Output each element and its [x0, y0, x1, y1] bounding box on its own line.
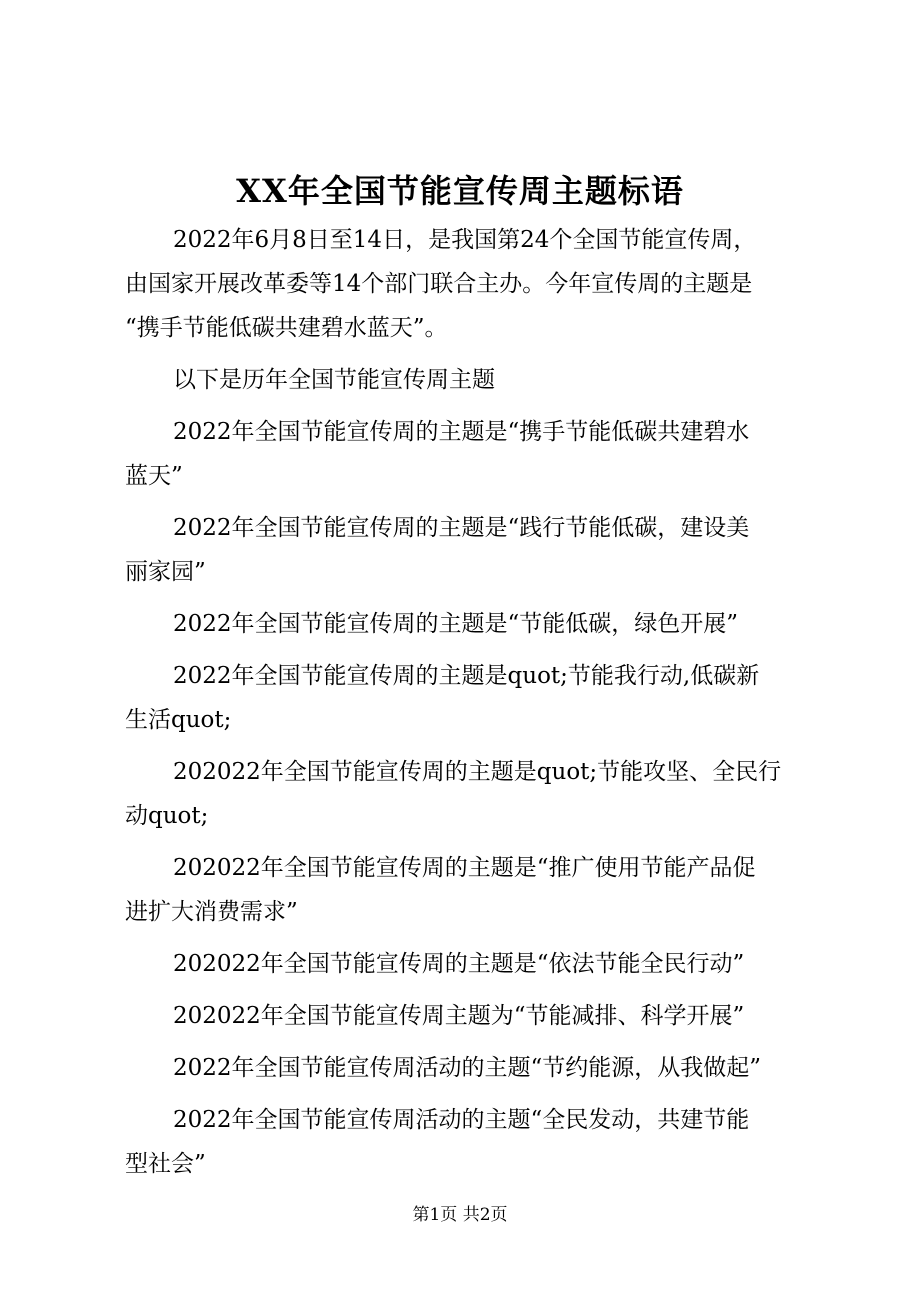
paragraph	[125, 846, 815, 934]
paragraph-line: 2022年全国节能宣传周的主题是quot;节能我行动,低碳新	[173, 663, 760, 689]
paragraph-line: 202022年全国节能宣传周主题为“节能减排、科学开展”	[173, 1003, 745, 1029]
paragraph-line: 2022年全国节能宣传周的主题是“节能低碳，绿色开展”	[173, 611, 739, 637]
paragraph-line: 型社会”	[125, 1151, 206, 1177]
paragraph	[125, 654, 815, 742]
paragraph-line: 蓝天”	[125, 463, 183, 489]
paragraph-line: 2022年全国节能宣传周的主题是“携手节能低碳共建碧水	[173, 419, 750, 445]
paragraph	[125, 410, 815, 498]
paragraph	[125, 218, 815, 350]
paragraph-line: 由国家开展改革委等14个部门联合主办。今年宣传周的主题是	[125, 271, 753, 297]
page-footer: 第1页 共2页	[412, 1205, 508, 1225]
paragraph-line: 202022年全国节能宣传周的主题是“推广使用节能产品促	[173, 855, 756, 881]
paragraph	[125, 358, 815, 402]
paragraph-line: 以下是历年全国节能宣传周主题	[173, 367, 495, 393]
paragraph	[125, 1046, 815, 1090]
paragraph-line: 2022年全国节能宣传周的主题是“践行节能低碳，建设美	[173, 515, 750, 541]
paragraph-line: 2022年全国节能宣传周活动的主题“全民发动，共建节能	[173, 1107, 750, 1133]
paragraph	[125, 994, 815, 1038]
paragraph-line: 进扩大消费需求”	[125, 899, 298, 925]
paragraph-line: 202022年全国节能宣传周的主题是“依法节能全民行动”	[173, 951, 745, 977]
paragraph-line: 丽家园”	[125, 559, 206, 585]
paragraph-line: 2022年6月8日至14日，是我国第24个全国节能宣传周，	[173, 227, 757, 253]
paragraph-line: “携手节能低碳共建碧水蓝天”。	[125, 315, 448, 341]
paragraph-line: 动quot;	[125, 803, 209, 829]
paragraph-line: 202022年全国节能宣传周的主题是quot;节能攻坚、全民行	[173, 759, 782, 785]
document-body	[125, 218, 815, 1194]
paragraph	[125, 506, 815, 594]
paragraph	[125, 750, 815, 838]
paragraph-line: 生活quot;	[125, 707, 232, 733]
paragraph	[125, 602, 815, 646]
document-title: XX年全国节能宣传周主题标语	[236, 172, 684, 210]
paragraph-line: 2022年全国节能宣传周活动的主题“节约能源，从我做起”	[173, 1055, 762, 1081]
paragraph	[125, 1098, 815, 1186]
paragraph	[125, 942, 815, 986]
